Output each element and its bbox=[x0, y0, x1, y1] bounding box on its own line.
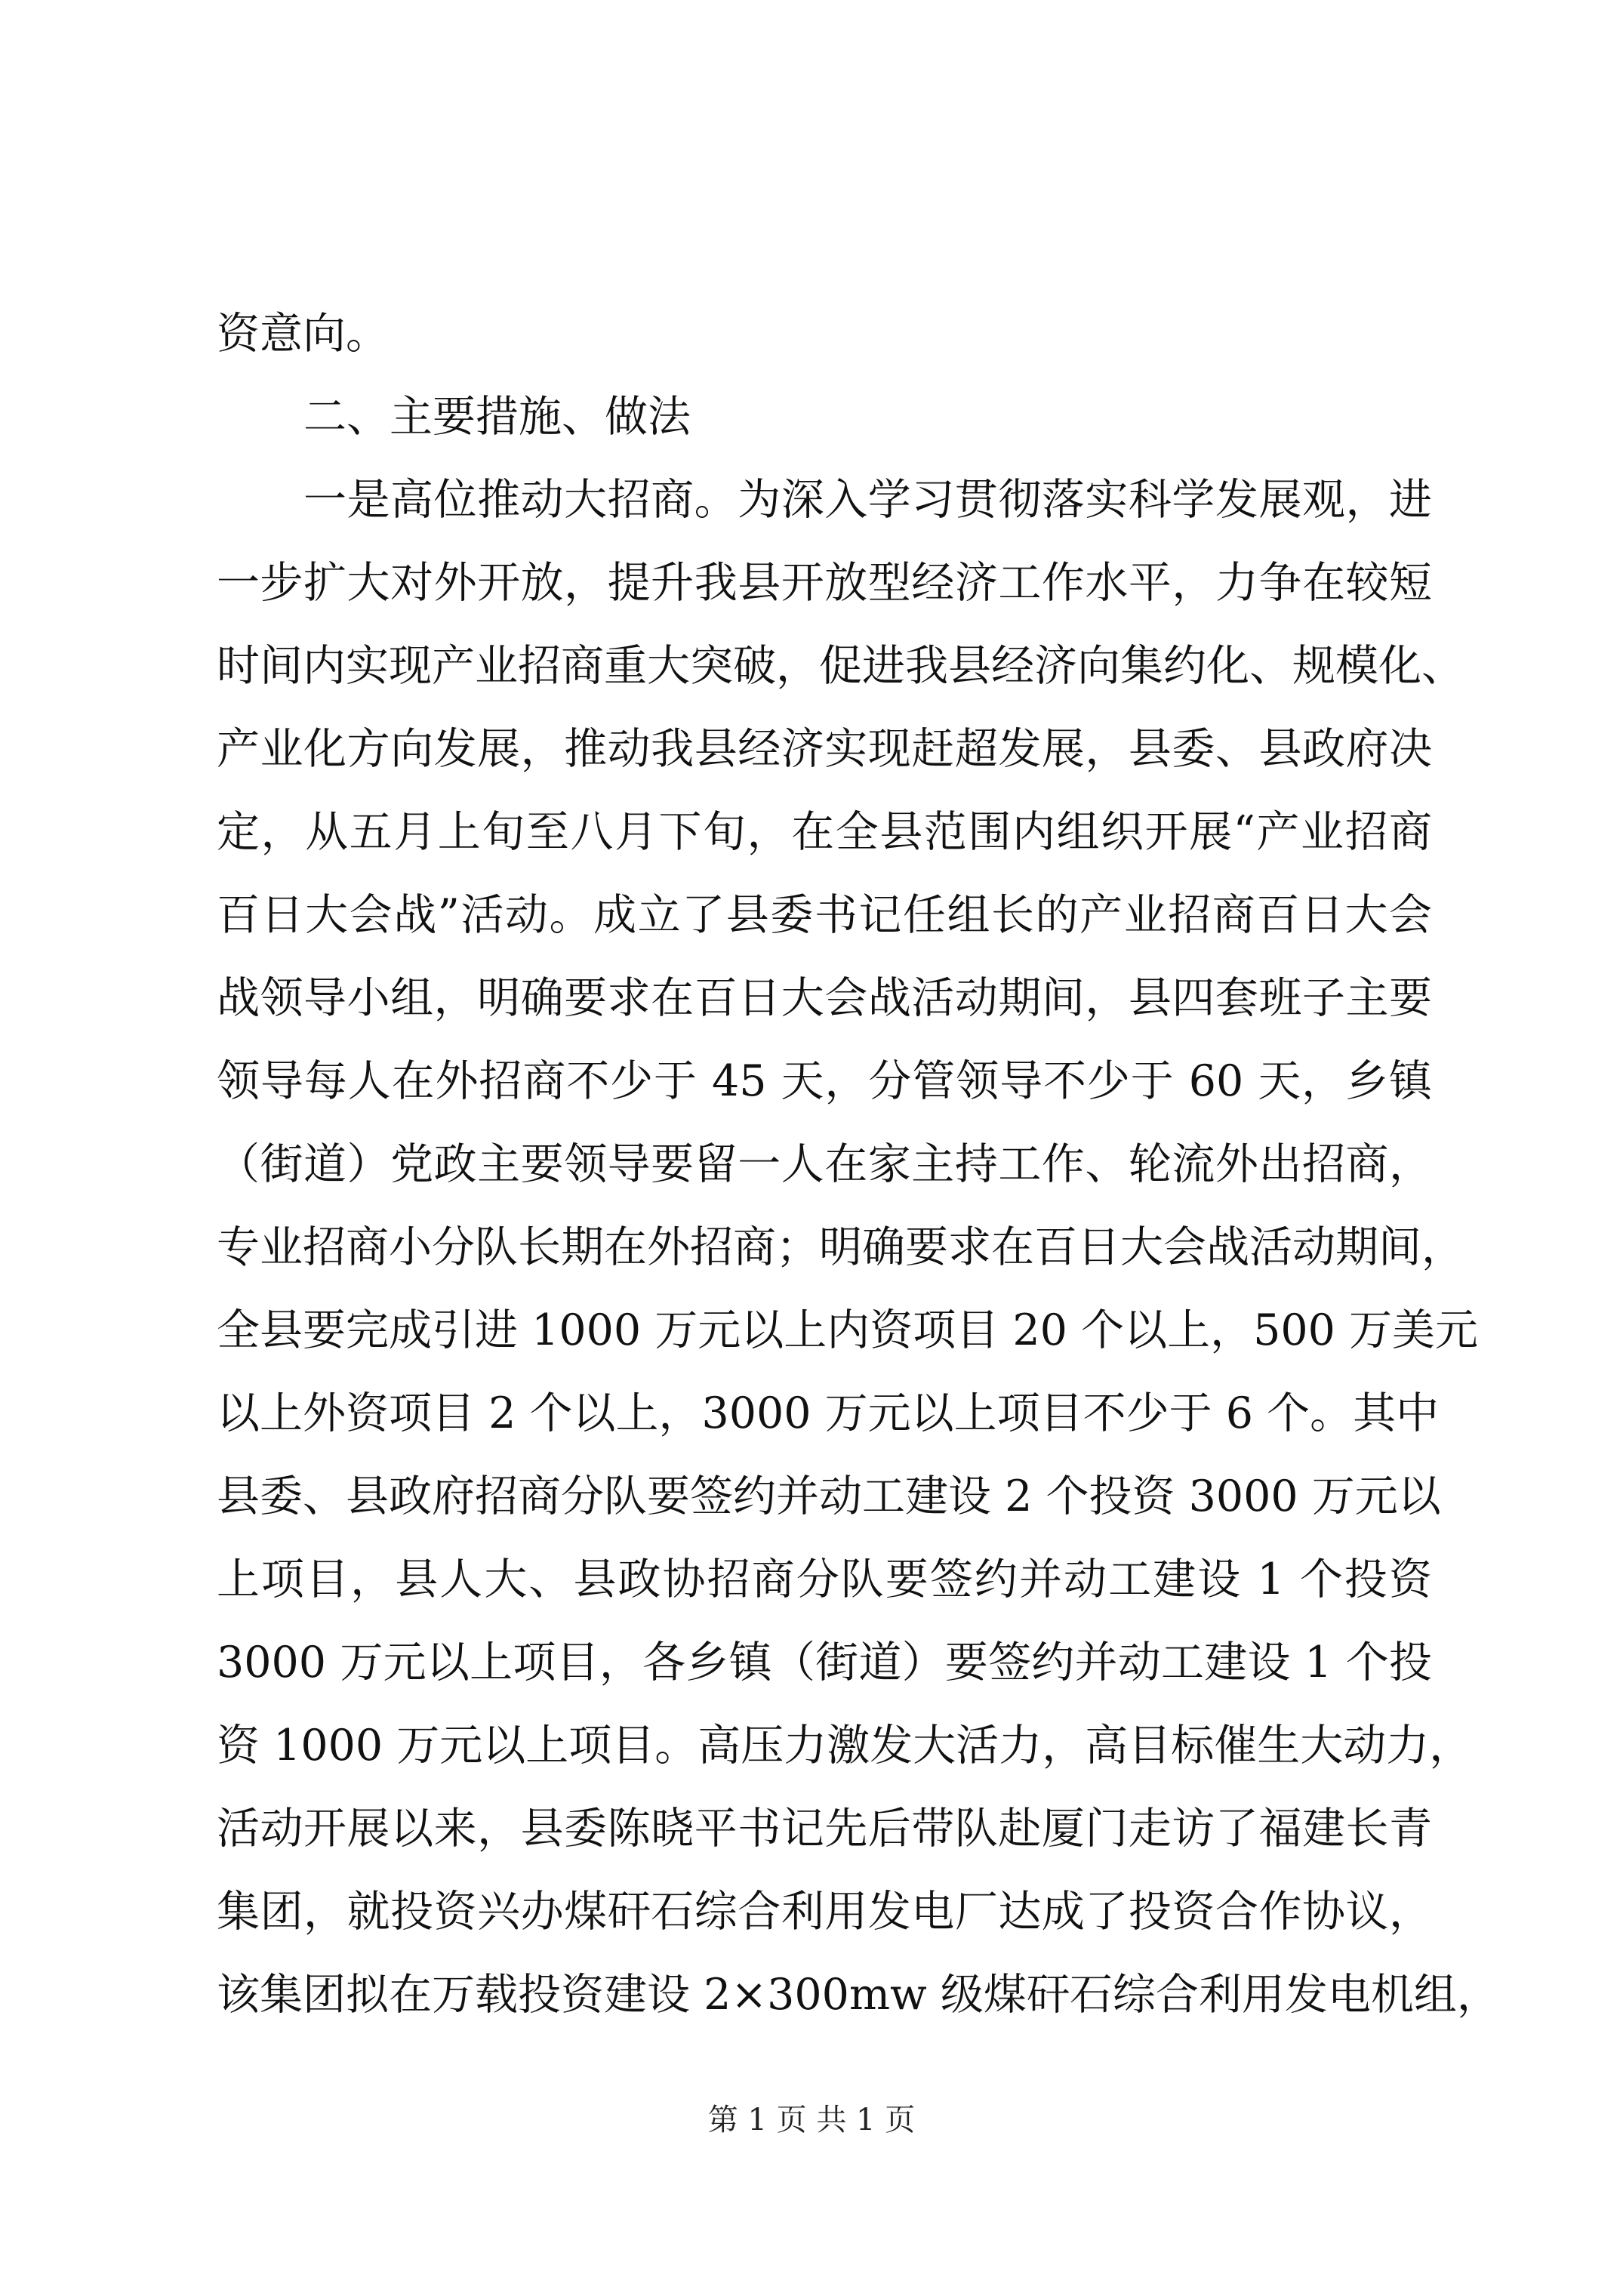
text-line: 时间内实现产业招商重大突破，促进我县经济向集约化、规模化、 bbox=[217, 641, 1464, 691]
text-line: 以上外资项目 2 个以上，3000 万元以上项目不少于 6 个。其中 bbox=[217, 1388, 1440, 1438]
text-line: 活动开展以来，县委陈晓平书记先后带队赴厦门走访了福建长青 bbox=[217, 1804, 1432, 1854]
text-line: （街道）党政主要领导要留一人在家主持工作、轮流外出招商， bbox=[217, 1139, 1432, 1189]
text-line: 3000 万元以上项目，各乡镇（街道）要签约并动工建设 1 个投 bbox=[217, 1638, 1432, 1687]
text-line: 全县要完成引进 1000 万元以上内资项目 20 个以上，500 万美元 bbox=[217, 1305, 1478, 1355]
text-line: 产业化方向发展，推动我县经济实现赶超发展，县委、县政府决 bbox=[217, 724, 1432, 774]
text-line: 领导每人在外招商不少于 45 天，分管领导不少于 60 天，乡镇 bbox=[217, 1056, 1432, 1106]
text-line: 百日大会战”活动。成立了县委书记任组长的产业招商百日大会 bbox=[217, 890, 1432, 940]
text-line: 定，从五月上旬至八月下旬，在全县范围内组织开展“产业招商 bbox=[217, 807, 1432, 857]
page-number-footer: 第 1 页 共 1 页 bbox=[707, 2103, 916, 2137]
text-line: 县委、县政府招商分队要签约并动工建设 2 个投资 3000 万元以 bbox=[217, 1472, 1441, 1521]
text-line: 战领导小组，明确要求在百日大会战活动期间，县四套班子主要 bbox=[217, 973, 1432, 1023]
text-line: 资意向。 bbox=[217, 309, 389, 359]
text-line: 该集团拟在万载投资建设 2×300mw 级煤矸石综合利用发电机组， bbox=[217, 1970, 1500, 2020]
section-heading: 二、主要措施、做法 bbox=[303, 392, 691, 442]
text-line: 资 1000 万元以上项目。高压力激发大活力，高目标催生大动力， bbox=[217, 1721, 1473, 1771]
text-line: 上项目，县人大、县政协招商分队要签约并动工建设 1 个投资 bbox=[217, 1555, 1432, 1604]
text-line: 专业招商小分队长期在外招商；明确要求在百日大会战活动期间， bbox=[217, 1222, 1464, 1272]
paragraph-first-line: 一是高位推动大招商。为深入学习贯彻落实科学发展观，进 bbox=[303, 475, 1432, 525]
text-line: 一步扩大对外开放，提升我县开放型经济工作水平，力争在较短 bbox=[217, 558, 1432, 608]
text-line: 集团，就投资兴办煤矸石综合利用发电厂达成了投资合作协议， bbox=[217, 1887, 1432, 1937]
